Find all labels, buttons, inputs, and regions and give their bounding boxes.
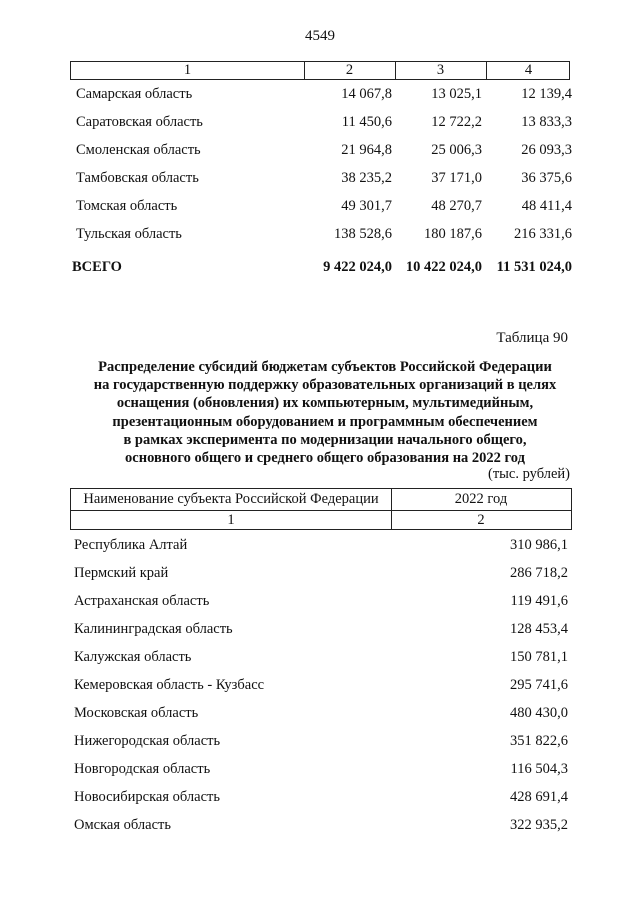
total-label: ВСЕГО bbox=[72, 259, 122, 275]
table1-col-3: 3 bbox=[436, 62, 445, 78]
title-line: в рамках эксперимента по модернизации начального общего, bbox=[123, 431, 527, 448]
value-col-2: 21 964,8 bbox=[341, 142, 392, 158]
total-col-2: 9 422 024,0 bbox=[323, 259, 392, 275]
table-row bbox=[76, 140, 572, 160]
table-label: Таблица 90 bbox=[496, 330, 568, 346]
region-name: Астраханская область bbox=[74, 593, 210, 609]
total-col-3: 10 422 024,0 bbox=[405, 259, 482, 275]
region-value: 116 504,3 bbox=[510, 761, 568, 777]
table-row bbox=[74, 647, 568, 667]
region-value: 428 691,4 bbox=[510, 789, 568, 805]
region-name: Кемеровская область - Кузбасс bbox=[74, 677, 265, 693]
value-col-4: 216 331,6 bbox=[514, 226, 572, 242]
table-row bbox=[74, 759, 568, 779]
value-col-4: 26 093,3 bbox=[521, 142, 572, 158]
table-row bbox=[74, 787, 568, 807]
value-col-3: 180 187,6 bbox=[424, 226, 482, 242]
table1-col-1: 1 bbox=[183, 62, 192, 78]
value-col-3: 13 025,1 bbox=[431, 86, 482, 102]
title-line: оснащения (обновления) их компьютерным, мультимедийным, bbox=[116, 395, 534, 412]
title-line: Распределение субсидий бюджетам субъектов Российской Федерации bbox=[98, 359, 552, 375]
header-region-name: Наименование субъекта Российской Федерации bbox=[83, 491, 379, 507]
table1-header-row bbox=[70, 61, 570, 80]
title-line: на государственную поддержку образовательных организаций в целях bbox=[93, 377, 557, 394]
table-row bbox=[76, 168, 572, 188]
value-col-4: 48 411,4 bbox=[521, 198, 572, 214]
value-col-2: 14 067,8 bbox=[341, 86, 392, 102]
region-name: Республика Алтай bbox=[74, 537, 188, 553]
header-year: 2022 год bbox=[454, 491, 508, 507]
region-value: 351 822,6 bbox=[510, 733, 568, 749]
value-col-3: 12 722,2 bbox=[431, 114, 482, 130]
table1-col-2: 2 bbox=[345, 62, 354, 78]
total-row bbox=[72, 257, 572, 277]
col-number-1: 1 bbox=[227, 512, 235, 528]
title-line: основного общего и среднего общего образования на 2022 год bbox=[125, 450, 525, 467]
region-value: 322 935,2 bbox=[510, 817, 568, 833]
table-row bbox=[74, 591, 568, 611]
value-col-2: 11 450,6 bbox=[341, 114, 392, 130]
value-col-3: 48 270,7 bbox=[431, 198, 482, 214]
value-col-4: 13 833,3 bbox=[521, 114, 572, 130]
region-name: Московская область bbox=[74, 705, 199, 721]
region-name: Томская область bbox=[76, 198, 178, 214]
value-col-2: 38 235,2 bbox=[341, 170, 392, 186]
value-col-2: 138 528,6 bbox=[334, 226, 392, 242]
table-row bbox=[74, 815, 568, 835]
table-row bbox=[76, 224, 572, 244]
value-col-2: 49 301,7 bbox=[341, 198, 392, 214]
region-name: Пермский край bbox=[74, 565, 169, 581]
region-value: 150 781,1 bbox=[510, 649, 568, 665]
value-col-4: 36 375,6 bbox=[521, 170, 572, 186]
table1-col-4: 4 bbox=[524, 62, 533, 78]
region-name: Тамбовская область bbox=[76, 170, 199, 186]
value-col-3: 37 171,0 bbox=[431, 170, 482, 186]
region-value: 286 718,2 bbox=[510, 565, 568, 581]
value-col-4: 12 139,4 bbox=[521, 86, 572, 102]
region-name: Смоленская область bbox=[76, 142, 201, 158]
table-row bbox=[76, 112, 572, 132]
table-row bbox=[74, 675, 568, 695]
table-row bbox=[76, 196, 572, 216]
region-value: 310 986,1 bbox=[510, 537, 568, 553]
units-label: (тыс. рублей) bbox=[488, 466, 570, 482]
value-col-3: 25 006,3 bbox=[431, 142, 482, 158]
region-name: Самарская область bbox=[76, 86, 193, 102]
region-name: Саратовская область bbox=[76, 114, 203, 130]
col-number-2: 2 bbox=[477, 512, 485, 528]
region-value: 480 430,0 bbox=[510, 705, 568, 721]
region-name: Тульская область bbox=[76, 226, 182, 242]
page-number: 4549 bbox=[305, 28, 335, 44]
table-row bbox=[74, 535, 568, 555]
table-row bbox=[74, 731, 568, 751]
region-value: 295 741,6 bbox=[510, 677, 568, 693]
region-name: Омская область bbox=[74, 817, 171, 833]
table-row bbox=[74, 703, 568, 723]
table90-header-row bbox=[70, 488, 572, 511]
table-row bbox=[74, 563, 568, 583]
region-name: Новгородская область bbox=[74, 761, 211, 777]
table-title bbox=[60, 358, 590, 467]
table-row bbox=[74, 619, 568, 639]
region-value: 119 491,6 bbox=[510, 593, 568, 609]
title-line: презентационным оборудованием и программным обеспечением bbox=[112, 413, 538, 430]
region-value: 128 453,4 bbox=[510, 621, 568, 637]
total-col-4: 11 531 024,0 bbox=[496, 259, 572, 275]
table-row bbox=[76, 84, 572, 104]
region-name: Новосибирская область bbox=[74, 789, 220, 805]
region-name: Калужская область bbox=[74, 649, 192, 665]
table90-colnum-row bbox=[70, 511, 572, 530]
region-name: Калининградская область bbox=[74, 621, 233, 637]
region-name: Нижегородская область bbox=[74, 733, 221, 749]
